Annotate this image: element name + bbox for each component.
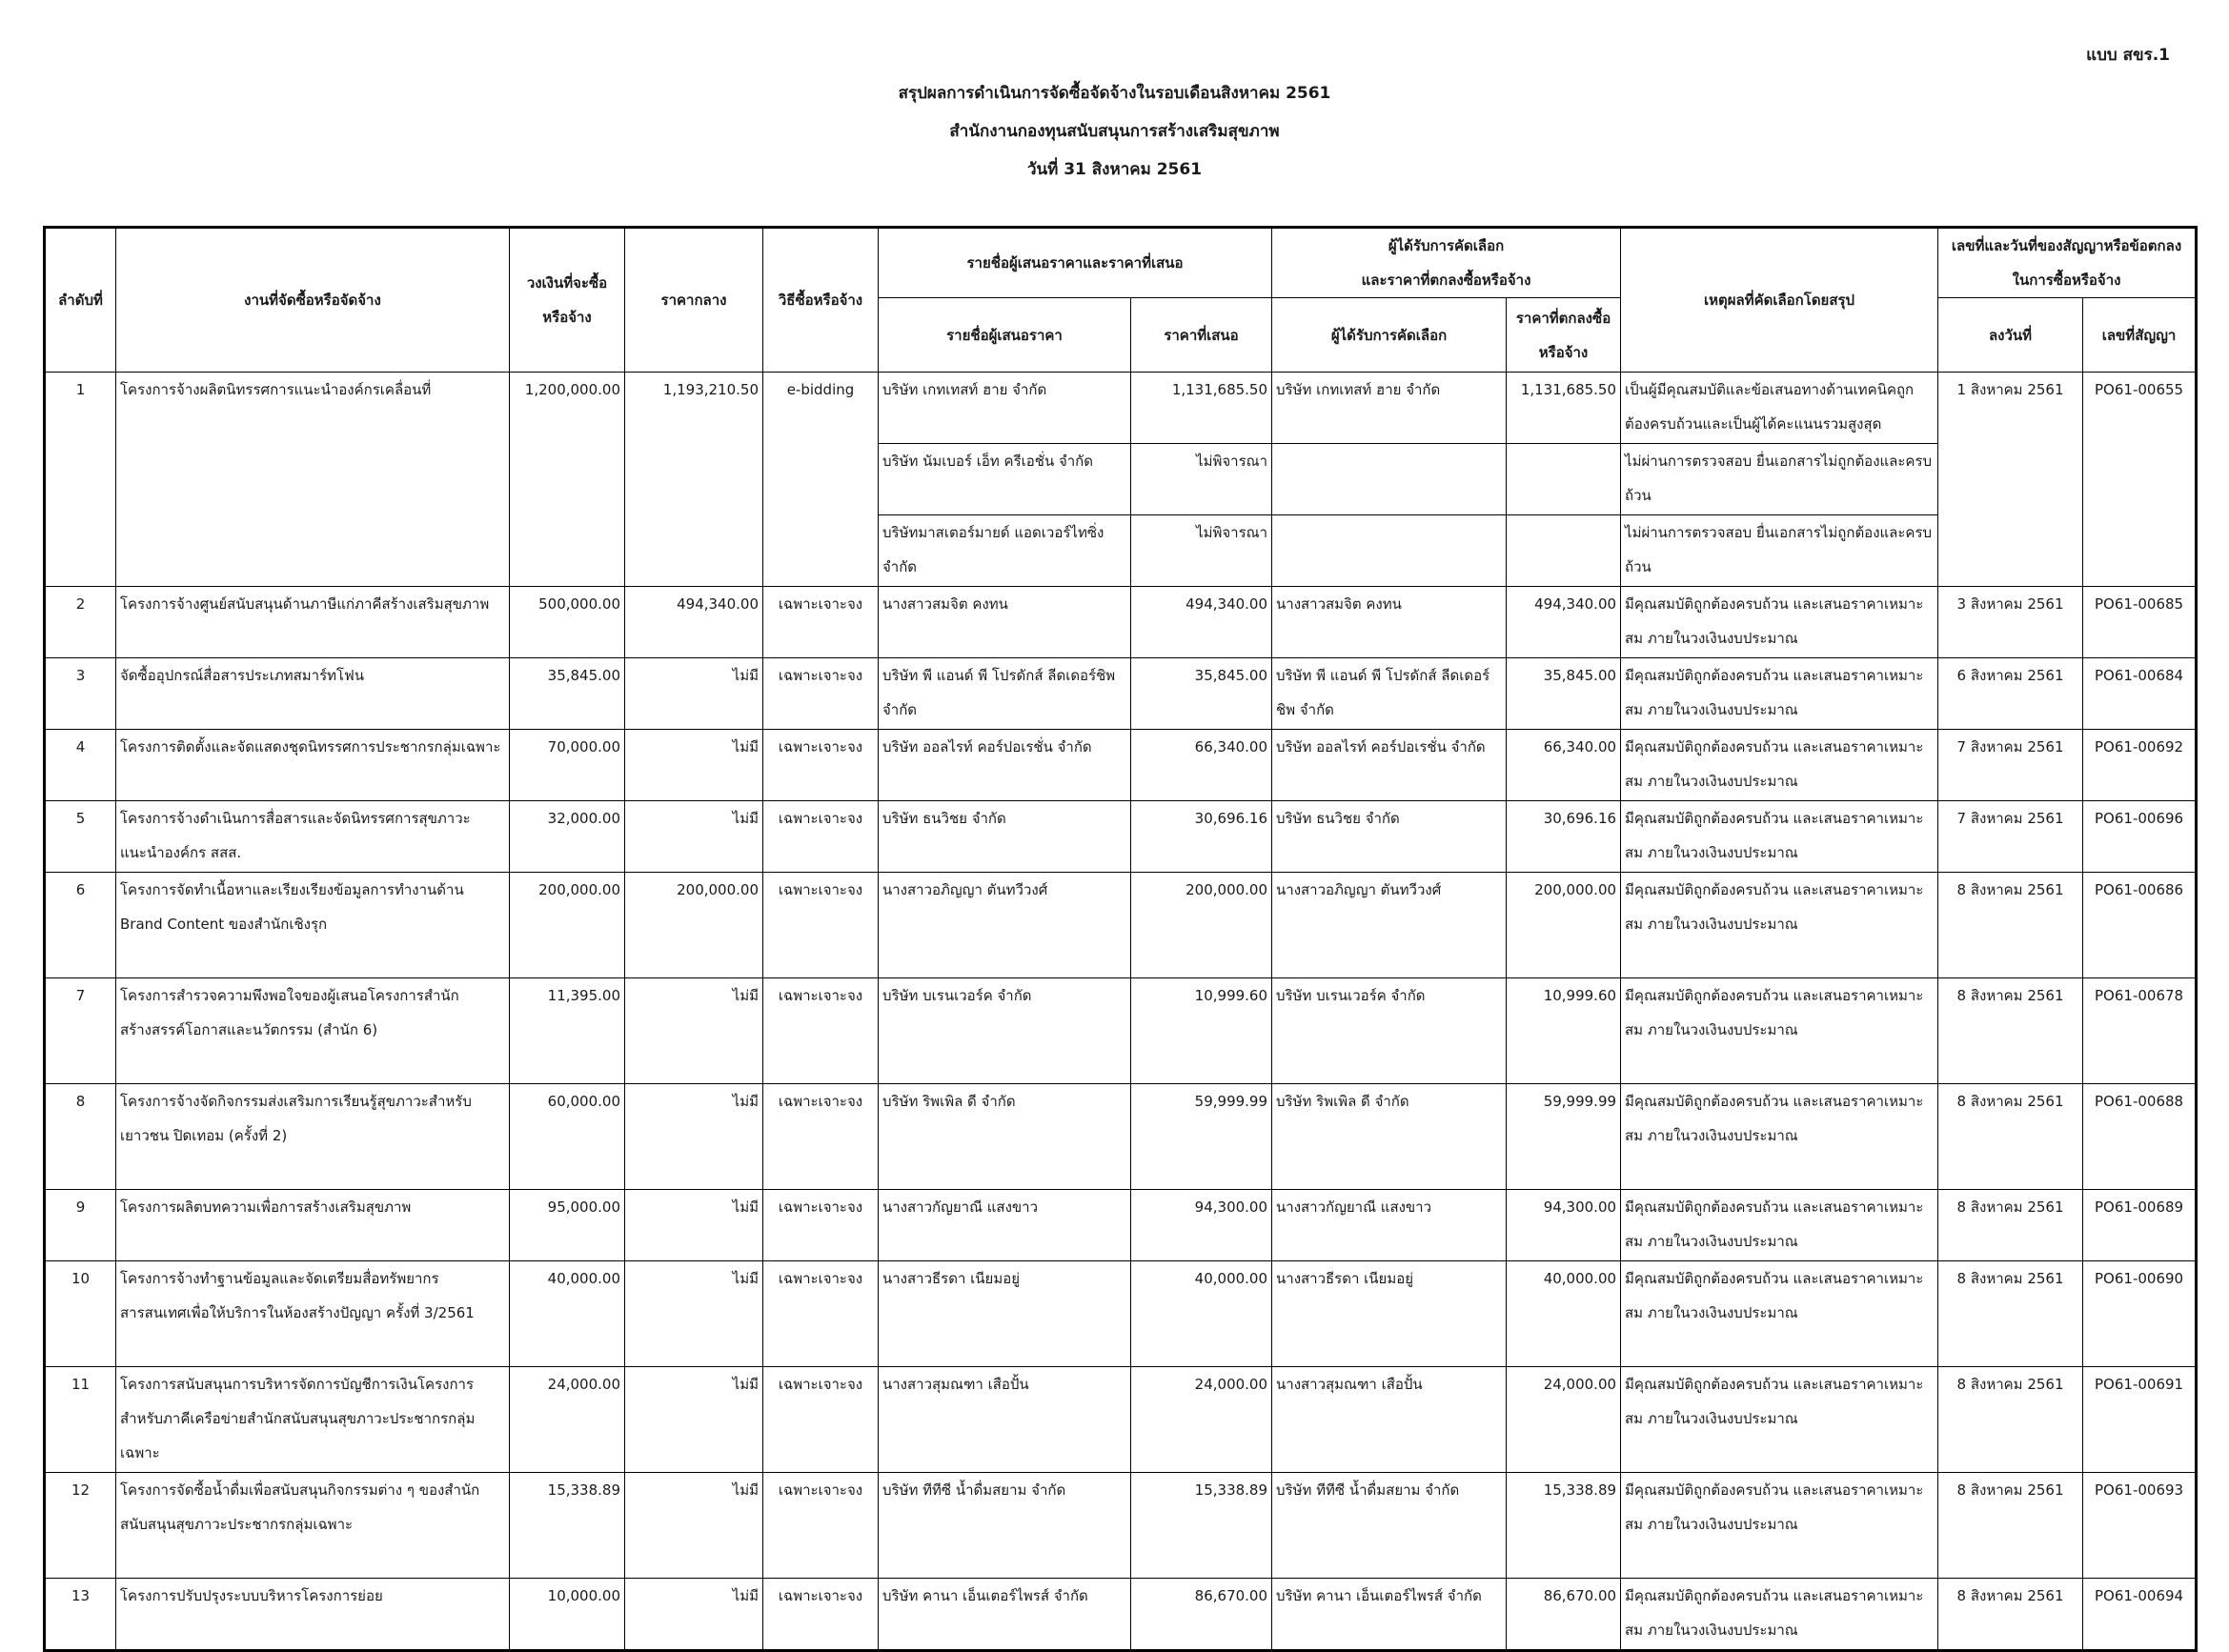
cell-selected: นางสาวอภิญญา ตันทวีวงศ์: [1272, 873, 1507, 978]
cell-budget: 10,000.00: [510, 1579, 625, 1651]
cell-agreed-price: 66,340.00: [1507, 730, 1621, 801]
cell-work: โครงการจัดซื้อน้ำดื่มเพื่อสนับสนุนกิจกรรมต่าง ๆ ของสำนักสนับสนุนสุขภาวะประชากรกลุ่มเฉพาะ: [116, 1473, 510, 1579]
cell-bidder: นางสาวธีรดา เนียมอยู่: [879, 1261, 1131, 1367]
cell-bidder: บริษัท นัมเบอร์ เอ็ท ครีเอชั่น จำกัด: [879, 444, 1131, 515]
cell-budget: 1,200,000.00: [510, 373, 625, 587]
table-body: [45, 373, 2197, 1651]
cell-reason: มีคุณสมบัติถูกต้องครบถ้วน และเสนอราคาเหมาะสม ภายในวงเงินงบประมาณ: [1621, 1367, 1938, 1473]
cell-agreed-price: 1,131,685.50: [1507, 373, 1621, 444]
cell-method: เฉพาะเจาะจง: [763, 978, 879, 1084]
cell-contract-no: PO61-00696: [2083, 801, 2197, 873]
cell-reason: มีคุณสมบัติถูกต้องครบถ้วน และเสนอราคาเหมาะสม ภายในวงเงินงบประมาณ: [1621, 1473, 1938, 1579]
table-row: [45, 373, 2197, 444]
cell-reason: มีคุณสมบัติถูกต้องครบถ้วน และเสนอราคาเหมาะสม ภายในวงเงินงบประมาณ: [1621, 587, 1938, 658]
cell-bid-price: 200,000.00: [1131, 873, 1272, 978]
col-group-bidders: รายชื่อผู้เสนอราคาและราคาที่เสนอ: [879, 228, 1272, 298]
table-row: [45, 730, 2197, 801]
cell-bid-price: 66,340.00: [1131, 730, 1272, 801]
cell-median: ไม่มี: [625, 1190, 763, 1261]
cell-bidder: บริษัท ออลไรท์ คอร์ปอเรชั่น จำกัด: [879, 730, 1131, 801]
col-header-contract-no: เลขที่สัญญา: [2083, 298, 2197, 373]
table-row: [45, 1261, 2197, 1367]
cell-work: โครงการจ้างจัดกิจกรรมส่งเสริมการเรียนรู้สุขภาวะสำหรับเยาวชน ปิดเทอม (ครั้งที่ 2): [116, 1084, 510, 1190]
cell-budget: 40,000.00: [510, 1261, 625, 1367]
cell-no: 8: [45, 1084, 116, 1190]
cell-budget: 24,000.00: [510, 1367, 625, 1473]
cell-contract-date: 7 สิงหาคม 2561: [1938, 730, 2083, 801]
cell-selected: [1272, 515, 1507, 587]
col-header-bid-price: ราคาที่เสนอ: [1131, 298, 1272, 373]
cell-contract-no: PO61-00692: [2083, 730, 2197, 801]
cell-bid-price: 30,696.16: [1131, 801, 1272, 873]
cell-bid-price: ไม่พิจารณา: [1131, 515, 1272, 587]
cell-reason: มีคุณสมบัติถูกต้องครบถ้วน และเสนอราคาเหมาะสม ภายในวงเงินงบประมาณ: [1621, 1084, 1938, 1190]
cell-bidder: นางสาวกัญยาณี แสงขาว: [879, 1190, 1131, 1261]
cell-no: 12: [45, 1473, 116, 1579]
cell-contract-no: PO61-00684: [2083, 658, 2197, 730]
cell-bidder: บริษัท พี แอนด์ พี โปรดักส์ ลีดเดอร์ชิพ จำกัด: [879, 658, 1131, 730]
cell-bidder: นางสาวสุมณฑา เสือปั้น: [879, 1367, 1131, 1473]
cell-median: ไม่มี: [625, 730, 763, 801]
table-row: [45, 587, 2197, 658]
cell-selected: บริษัท ธนวิชย จำกัด: [1272, 801, 1507, 873]
cell-no: 11: [45, 1367, 116, 1473]
cell-bid-price: 1,131,685.50: [1131, 373, 1272, 444]
cell-selected: บริษัท เกทเทสท์ ฮาย จำกัด: [1272, 373, 1507, 444]
cell-reason: มีคุณสมบัติถูกต้องครบถ้วน และเสนอราคาเหมาะสม ภายในวงเงินงบประมาณ: [1621, 1190, 1938, 1261]
cell-no: 5: [45, 801, 116, 873]
cell-method: เฉพาะเจาะจง: [763, 1190, 879, 1261]
cell-reason: เป็นผู้มีคุณสมบัติและข้อเสนอทางด้านเทคนิคถูกต้องครบถ้วนและเป็นผู้ได้คะแนนรวมสูงสุด: [1621, 373, 1938, 444]
cell-contract-no: PO61-00693: [2083, 1473, 2197, 1579]
cell-contract-no: PO61-00691: [2083, 1367, 2197, 1473]
cell-contract-date: 8 สิงหาคม 2561: [1938, 1261, 2083, 1367]
cell-selected: นางสาวธีรดา เนียมอยู่: [1272, 1261, 1507, 1367]
cell-reason: ไม่ผ่านการตรวจสอบ ยื่นเอกสารไม่ถูกต้องและครบถ้วน: [1621, 444, 1938, 515]
cell-median: ไม่มี: [625, 978, 763, 1084]
cell-bidder: บริษัท คานา เอ็นเตอร์ไพรส์ จำกัด: [879, 1579, 1131, 1651]
cell-median: ไม่มี: [625, 801, 763, 873]
table-row: [45, 1473, 2197, 1579]
cell-contract-date: 8 สิงหาคม 2561: [1938, 1579, 2083, 1651]
cell-contract-no: PO61-00689: [2083, 1190, 2197, 1261]
cell-agreed-price: [1507, 515, 1621, 587]
cell-work: โครงการสนับสนุนการบริหารจัดการบัญชีการเงินโครงการสำหรับภาคีเครือข่ายสำนักสนับสนุนสุขภาวะประชากรกลุ่มเฉพาะ: [116, 1367, 510, 1473]
cell-selected: นางสาวกัญยาณี แสงขาว: [1272, 1190, 1507, 1261]
cell-reason: มีคุณสมบัติถูกต้องครบถ้วน และเสนอราคาเหมาะสม ภายในวงเงินงบประมาณ: [1621, 801, 1938, 873]
cell-contract-date: 1 สิงหาคม 2561: [1938, 373, 2083, 587]
col-header-agreed-price: ราคาที่ตกลงซื้อหรือจ้าง: [1507, 298, 1621, 373]
cell-budget: 70,000.00: [510, 730, 625, 801]
col-header-contract-date: ลงวันที่: [1938, 298, 2083, 373]
col-header-method: วิธีซื้อหรือจ้าง: [763, 228, 879, 373]
cell-budget: 95,000.00: [510, 1190, 625, 1261]
table-row: [45, 801, 2197, 873]
cell-selected: [1272, 444, 1507, 515]
cell-reason: มีคุณสมบัติถูกต้องครบถ้วน และเสนอราคาเหมาะสม ภายในวงเงินงบประมาณ: [1621, 978, 1938, 1084]
col-header-bidder-name: รายชื่อผู้เสนอราคา: [879, 298, 1131, 373]
report-title: สรุปผลการดำเนินการจัดซื้อจัดจ้างในรอบเดือนสิงหาคม 2561: [898, 84, 1331, 103]
table-header: [45, 228, 2197, 373]
cell-reason: มีคุณสมบัติถูกต้องครบถ้วน และเสนอราคาเหมาะสม ภายในวงเงินงบประมาณ: [1621, 658, 1938, 730]
cell-budget: 200,000.00: [510, 873, 625, 978]
cell-contract-date: 6 สิงหาคม 2561: [1938, 658, 2083, 730]
cell-no: 7: [45, 978, 116, 1084]
cell-agreed-price: 494,340.00: [1507, 587, 1621, 658]
col-group-selected-line2: และราคาที่ตกลงซื้อหรือจ้าง: [1361, 272, 1531, 289]
cell-method: เฉพาะเจาะจง: [763, 730, 879, 801]
cell-bid-price: ไม่พิจารณา: [1131, 444, 1272, 515]
cell-no: 4: [45, 730, 116, 801]
cell-work: โครงการจ้างผลิตนิทรรศการแนะนำองค์กรเคลื่อนที่: [116, 373, 510, 587]
cell-method: เฉพาะเจาะจง: [763, 1473, 879, 1579]
cell-bid-price: 35,845.00: [1131, 658, 1272, 730]
cell-median: ไม่มี: [625, 1084, 763, 1190]
cell-no: 9: [45, 1190, 116, 1261]
cell-agreed-price: 35,845.00: [1507, 658, 1621, 730]
cell-no: 1: [45, 373, 116, 587]
cell-bid-price: 24,000.00: [1131, 1367, 1272, 1473]
table-row: [45, 658, 2197, 730]
cell-work: โครงการจ้างศูนย์สนับสนุนด้านภาษีแก่ภาคีสร้างเสริมสุขภาพ: [116, 587, 510, 658]
cell-method: เฉพาะเจาะจง: [763, 658, 879, 730]
cell-bid-price: 40,000.00: [1131, 1261, 1272, 1367]
cell-work: โครงการสำรวจความพึงพอใจของผู้เสนอโครงการสำนักสร้างสรรค์โอกาสและนวัตกรรม (สำนัก 6): [116, 978, 510, 1084]
cell-work: โครงการผลิตบทความเพื่อการสร้างเสริมสุขภาพ: [116, 1190, 510, 1261]
cell-contract-date: 8 สิงหาคม 2561: [1938, 1084, 2083, 1190]
cell-bidder: บริษัท ริพเพิล ดี จำกัด: [879, 1084, 1131, 1190]
cell-median: ไม่มี: [625, 1579, 763, 1651]
cell-no: 6: [45, 873, 116, 978]
cell-no: 2: [45, 587, 116, 658]
col-header-work: งานที่จัดซื้อหรือจัดจ้าง: [116, 228, 510, 373]
cell-work: โครงการจ้างทำฐานข้อมูลและจัดเตรียมสื่อทรัพยากรสารสนเทศเพื่อให้บริการในห้องสร้างปัญญา ครั้งที่ 3/2561: [116, 1261, 510, 1367]
col-header-budget: วงเงินที่จะซื้อหรือจ้าง: [510, 228, 625, 373]
col-group-selected: [1272, 228, 1621, 298]
col-header-no: ลำดับที่: [45, 228, 116, 373]
cell-median: ไม่มี: [625, 658, 763, 730]
cell-method: เฉพาะเจาะจง: [763, 1261, 879, 1367]
cell-median: ไม่มี: [625, 1261, 763, 1367]
cell-method: เฉพาะเจาะจง: [763, 801, 879, 873]
agency-name: สำนักงานกองทุนสนับสนุนการสร้างเสริมสุขภาพ: [949, 122, 1280, 141]
cell-median: ไม่มี: [625, 1367, 763, 1473]
col-header-median: ราคากลาง: [625, 228, 763, 373]
cell-bidder: นางสาวสมจิต คงทน: [879, 587, 1131, 658]
cell-selected: นางสาวสมจิต คงทน: [1272, 587, 1507, 658]
cell-budget: 32,000.00: [510, 801, 625, 873]
cell-bid-price: 494,340.00: [1131, 587, 1272, 658]
col-group-contract: เลขที่และวันที่ของสัญญาหรือข้อตกลงในการซื้อหรือจ้าง: [1938, 228, 2197, 298]
cell-agreed-price: 24,000.00: [1507, 1367, 1621, 1473]
cell-selected: บริษัท ริพเพิล ดี จำกัด: [1272, 1084, 1507, 1190]
cell-work: จัดซื้ออุปกรณ์สื่อสารประเภทสมาร์ทโฟน: [116, 658, 510, 730]
cell-contract-date: 7 สิงหาคม 2561: [1938, 801, 2083, 873]
cell-contract-no: PO61-00694: [2083, 1579, 2197, 1651]
cell-contract-date: 8 สิงหาคม 2561: [1938, 1367, 2083, 1473]
cell-reason: มีคุณสมบัติถูกต้องครบถ้วน และเสนอราคาเหมาะสม ภายในวงเงินงบประมาณ: [1621, 730, 1938, 801]
cell-selected: บริษัท ออลไรท์ คอร์ปอเรชั่น จำกัด: [1272, 730, 1507, 801]
cell-contract-date: 3 สิงหาคม 2561: [1938, 587, 2083, 658]
table-row: [45, 1367, 2197, 1473]
document-header: [0, 74, 2229, 189]
cell-work: โครงการจ้างดำเนินการสื่อสารและจัดนิทรรศการสุขภาวะแนะนำองค์กร สสส.: [116, 801, 510, 873]
cell-contract-no: PO61-00678: [2083, 978, 2197, 1084]
cell-agreed-price: 15,338.89: [1507, 1473, 1621, 1579]
cell-method: เฉพาะเจาะจง: [763, 1579, 879, 1651]
cell-agreed-price: 86,670.00: [1507, 1579, 1621, 1651]
table-row: [45, 1190, 2197, 1261]
cell-reason: มีคุณสมบัติถูกต้องครบถ้วน และเสนอราคาเหมาะสม ภายในวงเงินงบประมาณ: [1621, 1261, 1938, 1367]
cell-budget: 60,000.00: [510, 1084, 625, 1190]
col-header-reason: เหตุผลที่คัดเลือกโดยสรุป: [1621, 228, 1938, 373]
table-row: [45, 1084, 2197, 1190]
cell-method: เฉพาะเจาะจง: [763, 1367, 879, 1473]
cell-reason: มีคุณสมบัติถูกต้องครบถ้วน และเสนอราคาเหมาะสม ภายในวงเงินงบประมาณ: [1621, 1579, 1938, 1651]
cell-median: 1,193,210.50: [625, 373, 763, 587]
table-row: [45, 978, 2197, 1084]
cell-contract-no: PO61-00686: [2083, 873, 2197, 978]
cell-selected: บริษัท คานา เอ็นเตอร์ไพรส์ จำกัด: [1272, 1579, 1507, 1651]
cell-method: เฉพาะเจาะจง: [763, 587, 879, 658]
cell-median: ไม่มี: [625, 1473, 763, 1579]
cell-bidder: บริษัท ทีทีซี น้ำดื่มสยาม จำกัด: [879, 1473, 1131, 1579]
cell-contract-no: PO61-00655: [2083, 373, 2197, 587]
table-row: [45, 873, 2197, 978]
cell-budget: 35,845.00: [510, 658, 625, 730]
cell-bid-price: 59,999.99: [1131, 1084, 1272, 1190]
cell-bidder: บริษัท เกทเทสท์ ฮาย จำกัด: [879, 373, 1131, 444]
cell-agreed-price: 94,300.00: [1507, 1190, 1621, 1261]
cell-method: เฉพาะเจาะจง: [763, 1084, 879, 1190]
cell-agreed-price: 30,696.16: [1507, 801, 1621, 873]
cell-no: 10: [45, 1261, 116, 1367]
cell-contract-date: 8 สิงหาคม 2561: [1938, 1473, 2083, 1579]
cell-method: e-bidding: [763, 373, 879, 587]
cell-reason: มีคุณสมบัติถูกต้องครบถ้วน และเสนอราคาเหมาะสม ภายในวงเงินงบประมาณ: [1621, 873, 1938, 978]
cell-contract-no: PO61-00688: [2083, 1084, 2197, 1190]
cell-agreed-price: 40,000.00: [1507, 1261, 1621, 1367]
cell-budget: 11,395.00: [510, 978, 625, 1084]
cell-selected: บริษัท พี แอนด์ พี โปรดักส์ ลีดเดอร์ชิพ จำกัด: [1272, 658, 1507, 730]
cell-agreed-price: 200,000.00: [1507, 873, 1621, 978]
cell-agreed-price: 10,999.60: [1507, 978, 1621, 1084]
cell-median: 200,000.00: [625, 873, 763, 978]
cell-bidder: บริษัท บเรนเวอร์ค จำกัด: [879, 978, 1131, 1084]
report-date: วันที่ 31 สิงหาคม 2561: [1026, 160, 1203, 179]
cell-agreed-price: 59,999.99: [1507, 1084, 1621, 1190]
cell-bid-price: 86,670.00: [1131, 1579, 1272, 1651]
col-group-selected-line1: ผู้ได้รับการคัดเลือก: [1388, 237, 1505, 254]
cell-work: โครงการปรับปรุงระบบบริหารโครงการย่อย: [116, 1579, 510, 1651]
cell-contract-date: 8 สิงหาคม 2561: [1938, 978, 2083, 1084]
procurement-table: [43, 226, 2198, 1652]
cell-no: 3: [45, 658, 116, 730]
cell-work: โครงการติดตั้งและจัดแสดงชุดนิทรรศการประชากรกลุ่มเฉพาะ: [116, 730, 510, 801]
cell-reason: ไม่ผ่านการตรวจสอบ ยื่นเอกสารไม่ถูกต้องและครบถ้วน: [1621, 515, 1938, 587]
col-header-selected-name: ผู้ได้รับการคัดเลือก: [1272, 298, 1507, 373]
cell-selected: บริษัท ทีทีซี น้ำดื่มสยาม จำกัด: [1272, 1473, 1507, 1579]
cell-contract-date: 8 สิงหาคม 2561: [1938, 1190, 2083, 1261]
cell-work: โครงการจัดทำเนื้อหาและเรียงเรียงข้อมูลการทำงานด้าน Brand Content ของสำนักเชิงรุก: [116, 873, 510, 978]
cell-contract-no: PO61-00690: [2083, 1261, 2197, 1367]
cell-budget: 15,338.89: [510, 1473, 625, 1579]
cell-contract-no: PO61-00685: [2083, 587, 2197, 658]
cell-median: 494,340.00: [625, 587, 763, 658]
cell-bidder: บริษัท ธนวิชย จำกัด: [879, 801, 1131, 873]
cell-no: 13: [45, 1579, 116, 1651]
cell-selected: บริษัท บเรนเวอร์ค จำกัด: [1272, 978, 1507, 1084]
cell-bid-price: 94,300.00: [1131, 1190, 1272, 1261]
cell-bid-price: 15,338.89: [1131, 1473, 1272, 1579]
cell-contract-date: 8 สิงหาคม 2561: [1938, 873, 2083, 978]
form-code: แบบ สขร.1: [2086, 46, 2170, 65]
cell-method: เฉพาะเจาะจง: [763, 873, 879, 978]
cell-bidder: บริษัทมาสเตอร์มายด์ แอดเวอร์ไทซิ่ง จำกัด: [879, 515, 1131, 587]
cell-bidder: นางสาวอภิญญา ตันทวีวงศ์: [879, 873, 1131, 978]
cell-bid-price: 10,999.60: [1131, 978, 1272, 1084]
cell-selected: นางสาวสุมณฑา เสือปั้น: [1272, 1367, 1507, 1473]
table-row: [45, 1579, 2197, 1651]
cell-agreed-price: [1507, 444, 1621, 515]
cell-budget: 500,000.00: [510, 587, 625, 658]
